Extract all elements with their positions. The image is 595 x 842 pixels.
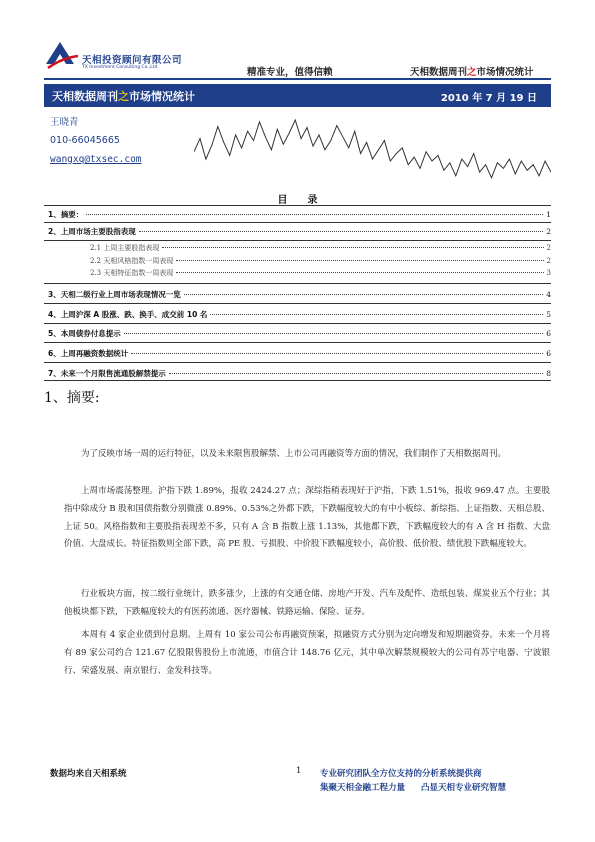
footer-tagline-1: 专业研究团队全方位支持的分析系统提供商 — [320, 769, 482, 779]
summary-paragraph: 为了反映市场一周的运行特征，以及未来限售股解禁、上市公司再融资等方面的情况，我们制作了天相数据周刊。 — [81, 449, 507, 459]
toc-divider — [44, 323, 551, 324]
author-name: 王晓青 — [50, 117, 79, 128]
toc-title: 目录 — [277, 195, 338, 206]
company-name-en: TX Investment Consulting Co.,Ltd — [82, 65, 158, 70]
toc-item[interactable]: 3、天相二级行业上周市场表现情况一览 4 — [48, 290, 551, 299]
footer-page-number: 1 — [296, 766, 302, 776]
toc-top-rule — [44, 205, 551, 206]
toc-divider — [44, 222, 551, 223]
toc-subitem[interactable]: 2.3 天相特征指数一周表现 3 — [90, 269, 551, 277]
toc-item[interactable]: 4、上周沪深 A 股涨、跌、换手、成交前 10 名 5 — [48, 310, 551, 319]
company-name-cn: 天相投资顾问有限公司 — [82, 55, 183, 66]
summary-paragraph: 行业板块方面，按二级行业统计，跌多涨少，上涨的有交通仓储、房地产开发、汽车及配件、造纸包装、煤炭业五个行业；其他板块都下跌，下跌幅度较大的有医药流通、医疗器械、铁路运输、保险、证券。 — [64, 589, 550, 617]
author-phone: 010-66045665 — [50, 135, 120, 146]
footer-tagline-2: 集聚天相金融工程力量 凸显天相专业研究智慧 — [320, 783, 507, 793]
section-heading-summary: 1、摘要: — [44, 390, 100, 406]
page-header — [0, 0, 595, 84]
header-report-title: 天相数据周刊之市场情况统计 — [410, 67, 534, 78]
banner-title: 天相数据周刊之市场情况统计 — [52, 90, 195, 103]
toc-subitem[interactable]: 2.1 上周主要股指表现 2 — [90, 244, 551, 252]
toc-bottom-rule — [44, 380, 551, 381]
toc-divider — [44, 303, 551, 304]
footer-data-source: 数据均来自天相系统 — [50, 769, 127, 779]
decorative-index-line — [194, 120, 551, 178]
banner-index-line-graphic — [194, 94, 551, 187]
author-email-link[interactable]: wangxq@txsec.com — [50, 154, 142, 165]
toc-item[interactable]: 7、未来一个月限售流通股解禁提示 8 — [48, 369, 551, 378]
toc-divider — [44, 362, 551, 363]
summary-paragraph: 上周市场震荡整理。沪指下跌 1.89%，报收 2424.27 点；深综指稍表现好于沪指，下跌 1.51%，报收 969.47 点。主要股指中除成分 B 股和国债指数分别微涨 0.89%、0.53%之外都下跌，下跌幅度较大的有中小板综、新综指、上证指数、天相总股、上证 50。风格指数和主要股指表现差不多，只有 A 含 B 指数上涨 1.13%，其他都下跌，下跌幅度较大的有 A 含 H 指数、大盘价值、大盘成长。特征指数则全部下跌，高 PE 股、亏损股、中价股下跌幅度较小，高价股、低价股、绩优股下跌幅度较大。 — [64, 486, 550, 550]
toc-divider — [44, 240, 551, 241]
toc-subitem[interactable]: 2.2 天相风格指数一周表现 2 — [90, 257, 551, 265]
toc-item[interactable]: 2、上周市场主要股指表现 2 — [48, 227, 551, 236]
toc-divider — [44, 283, 551, 284]
header-slogan: 精准专业，值得信赖 — [247, 67, 333, 78]
title-banner — [44, 84, 551, 187]
report-date: 2010 年 7 月 19 日 — [440, 93, 537, 104]
toc-item[interactable]: 6、上周再融资数据统计 6 — [48, 349, 551, 358]
toc-item[interactable]: 5、本周债券付息提示 6 — [48, 329, 551, 338]
toc-item[interactable]: 1、摘要： 1 — [48, 210, 551, 219]
summary-paragraph: 本周有 4 家企业债到付息期。上周有 10 家公司公布再融资预案，拟融资方式分别为定向增发和短期融资券。未来一个月将有 89 家公司约合 121.67 亿股限售股份上市流通，市值合计 148.76 亿元，其中单次解禁规模较大的公司有苏宁电器、宁波银行、荣盛发展、南京银行、金发科技等。 — [64, 630, 550, 676]
header-divider — [44, 78, 551, 80]
toc-divider — [44, 342, 551, 343]
